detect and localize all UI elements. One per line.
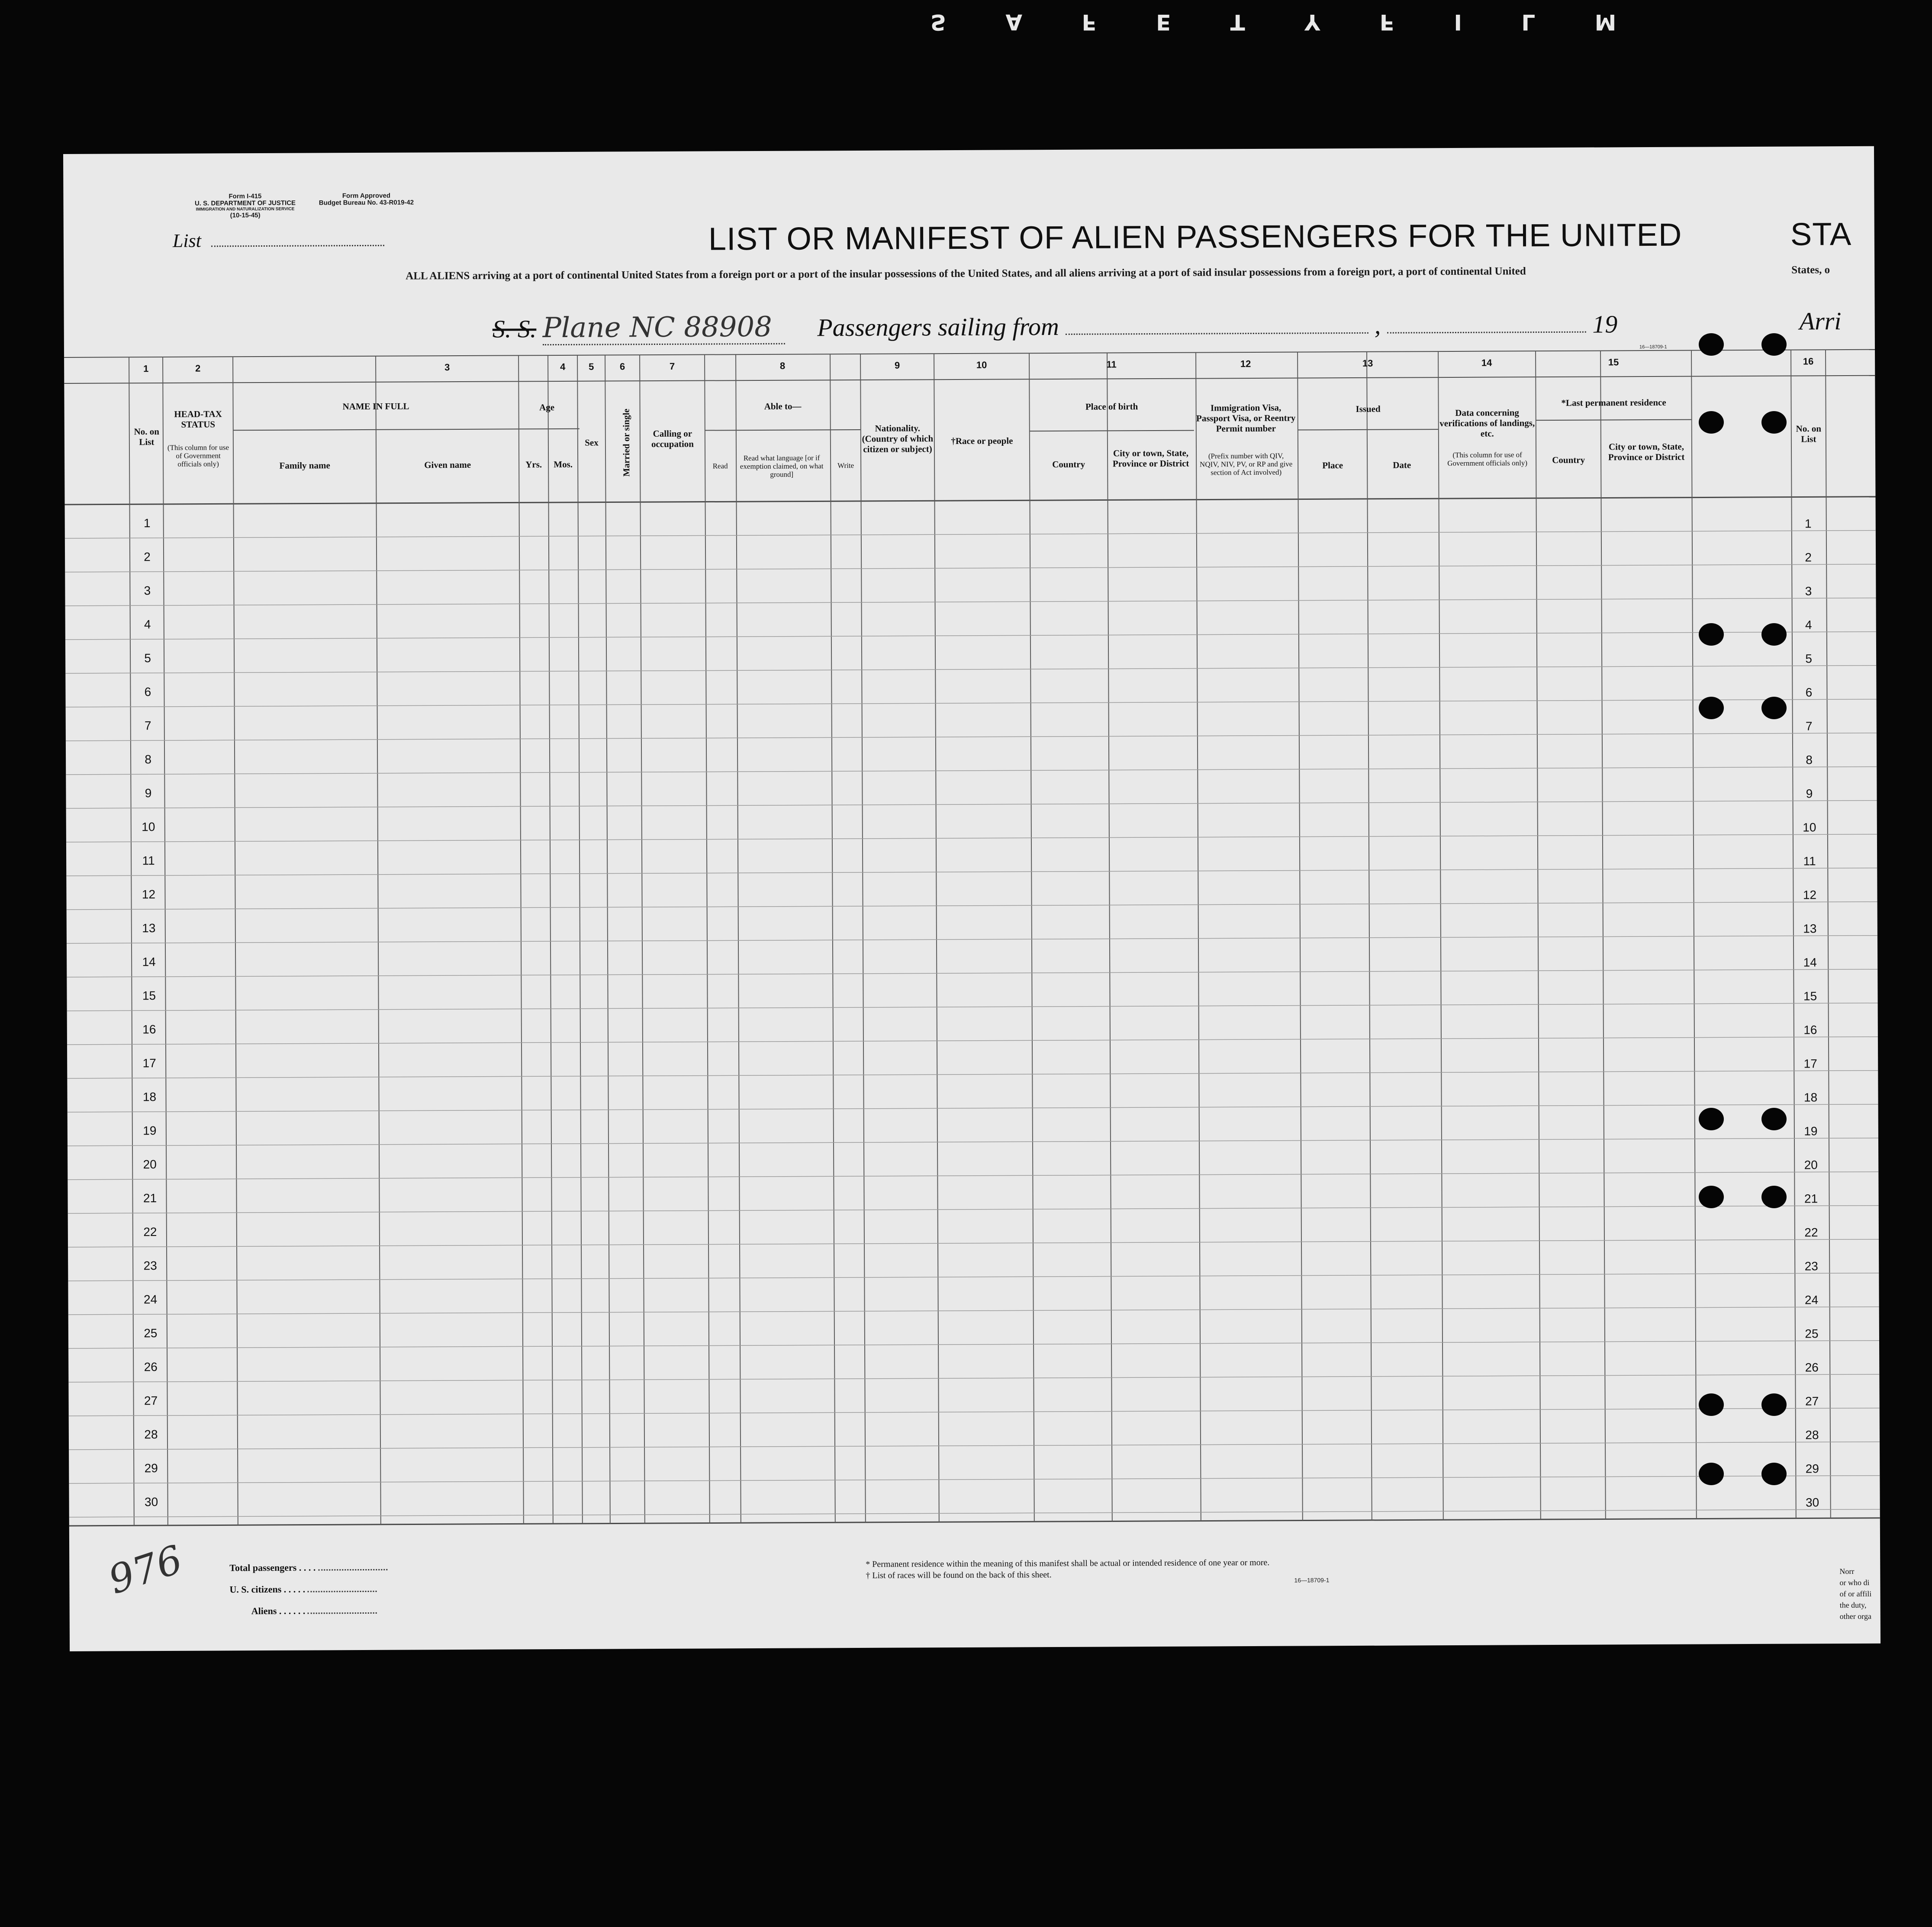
- arriving-overflow: Arri: [1799, 307, 1842, 335]
- row-number-left: 10: [142, 820, 155, 834]
- row-divider: [66, 868, 1877, 876]
- row-number-left: 29: [144, 1461, 158, 1475]
- column-divider: [1196, 353, 1201, 1521]
- column-divider: [548, 355, 553, 1524]
- punch-hole: [1761, 333, 1787, 356]
- overflow-line: of or affili: [1839, 1589, 1872, 1599]
- form-number: Form I-415: [229, 193, 262, 200]
- column-divider: [1029, 353, 1034, 1522]
- row-number-left: 16: [142, 1023, 156, 1036]
- department-name: U. S. DEPARTMENT OF JUSTICE: [194, 199, 296, 207]
- row-number-right: 22: [1804, 1226, 1818, 1239]
- age-header: Age: [539, 402, 555, 413]
- column-divider: [163, 357, 168, 1525]
- column-divider: [1826, 350, 1831, 1518]
- column-divider: [1438, 351, 1443, 1520]
- row-number-left: 14: [142, 955, 156, 969]
- row-number-right: 30: [1805, 1496, 1819, 1509]
- row-number-left: 4: [144, 618, 151, 631]
- print-code-top: 16—18709-1: [1639, 344, 1667, 350]
- column-number: 13: [1362, 357, 1373, 369]
- row-divider: [67, 969, 1877, 977]
- row-number-left: 17: [142, 1056, 156, 1070]
- years-header: Yrs.: [525, 459, 542, 470]
- row-number-right: 14: [1803, 955, 1817, 969]
- row-number-right: 1: [1804, 517, 1812, 531]
- punch-hole: [1761, 1393, 1787, 1416]
- row-number-left: 23: [143, 1259, 157, 1273]
- service-name: IMMIGRATION AND NATURALIZATION SERVICE: [196, 206, 295, 212]
- vessel-line: S. S. Plane NC 88908 Passengers sailing from , 19: [493, 307, 1618, 345]
- column-divider: [605, 355, 610, 1524]
- year-label: 19: [1592, 310, 1618, 338]
- column-number: 4: [560, 361, 566, 372]
- column-number: 3: [444, 362, 450, 373]
- row-number-right: 12: [1803, 888, 1817, 902]
- punch-hole: [1699, 1186, 1724, 1208]
- column-divider: [830, 354, 835, 1522]
- residence-country-header: Country: [1552, 454, 1585, 465]
- row-divider: [65, 632, 1876, 640]
- row-divider: [65, 666, 1876, 673]
- aliens-field: Aliens . . . . . .: [251, 1605, 377, 1617]
- form-approved: Form Approved: [342, 192, 391, 200]
- row-divider: [67, 936, 1877, 943]
- column-divider: [129, 357, 134, 1525]
- form-edition: (10-15-45): [230, 212, 261, 219]
- punch-hole: [1699, 1108, 1724, 1130]
- row-number-left: 27: [144, 1394, 158, 1408]
- row-divider: [68, 1138, 1878, 1146]
- married-header: Married or single: [621, 409, 632, 477]
- row-number-left: 21: [143, 1191, 157, 1205]
- punch-hole: [1699, 1393, 1724, 1416]
- footnote-residence: * Permanent residence within the meaning of this manifest shall be actual or intended residence of one year or more.: [866, 1557, 1270, 1569]
- row-number-right: 15: [1803, 989, 1817, 1003]
- write-header: Write: [837, 461, 854, 470]
- last-residence-header: *Last permanent residence: [1561, 397, 1666, 408]
- subtitle-overflow: States, o: [1791, 264, 1830, 276]
- row-number-right: 3: [1805, 584, 1812, 598]
- row-number-left: 5: [144, 651, 151, 665]
- birth-city-header: City or town, State, Province or District: [1112, 447, 1189, 469]
- read-language-header: Read what language [or if exemption claimed, on what ground]: [740, 454, 824, 479]
- row-number-right: 17: [1803, 1057, 1817, 1071]
- row-divider: [69, 1509, 1880, 1517]
- row-divider: [69, 1408, 1880, 1416]
- issued-place-header: Place: [1322, 460, 1343, 471]
- vessel-name: Plane NC 88908: [543, 311, 785, 345]
- months-header: Mos.: [554, 459, 573, 470]
- row-divider: [68, 1307, 1879, 1315]
- row-number-right: 24: [1804, 1293, 1819, 1307]
- row-number-right: 6: [1805, 685, 1813, 699]
- column-number: 1: [143, 363, 149, 374]
- punch-hole: [1699, 1463, 1724, 1485]
- column-divider: [736, 354, 741, 1523]
- row-number-left: 22: [143, 1225, 157, 1239]
- row-number-right: 23: [1804, 1259, 1818, 1273]
- row-number-left: 30: [144, 1495, 158, 1509]
- column-number: 11: [1106, 359, 1117, 370]
- film-edge-marking: S A F E T Y F I L M: [931, 10, 1642, 35]
- punch-hole: [1699, 623, 1724, 646]
- column-divider: [1298, 352, 1303, 1521]
- row-divider: [68, 1273, 1879, 1281]
- column-number: 7: [669, 360, 675, 372]
- row-divider: [68, 1172, 1878, 1180]
- row-divider: [66, 801, 1877, 808]
- column-number: 5: [588, 361, 594, 372]
- row-divider: [68, 1104, 1878, 1112]
- row-divider: [69, 1476, 1880, 1483]
- manifest-grid: [63, 146, 1880, 1651]
- column-divider: [1536, 351, 1541, 1519]
- row-number-right: 29: [1805, 1462, 1819, 1476]
- row-divider: [68, 1374, 1879, 1382]
- row-number-right: 25: [1805, 1327, 1819, 1341]
- row-number-left: 9: [145, 786, 152, 800]
- row-number-left: 3: [144, 584, 151, 598]
- budget-number: Budget Bureau No. 43-R019-42: [319, 199, 414, 207]
- row-number-right: 5: [1805, 652, 1812, 666]
- row-number-right: 27: [1805, 1394, 1819, 1408]
- column-divider: [376, 356, 381, 1525]
- row-divider: [66, 767, 1877, 775]
- row-divider: [65, 564, 1876, 572]
- row-number-left: 11: [142, 854, 155, 868]
- footnote-races: † List of races will be found on the back of this sheet.: [866, 1570, 1052, 1580]
- sex-header: Sex: [585, 437, 599, 448]
- row-number-left: 7: [144, 719, 151, 733]
- column-divider: [1107, 353, 1112, 1521]
- column-number: 16: [1803, 356, 1814, 367]
- row-number-right: 28: [1805, 1428, 1819, 1442]
- overflow-text: [1839, 1566, 1871, 1622]
- birth-country-header: Country: [1052, 459, 1085, 470]
- punch-hole: [1761, 1108, 1787, 1130]
- column-number: 9: [894, 360, 900, 371]
- row-divider: [66, 834, 1877, 842]
- row-divider: [66, 733, 1877, 741]
- row-number-right: 9: [1806, 787, 1813, 801]
- column-number: 15: [1608, 357, 1619, 368]
- manifest-subtitle: ALL ALIENS arriving at a port of continental United States from a foreign port or a port of the insular possessions of the United States, and all aliens arriving at a port of said insular possessions from a foreign port, a port of continental United: [406, 265, 1526, 282]
- row-divider: [67, 1037, 1878, 1045]
- sailing-label: Passengers sailing from: [817, 312, 1059, 342]
- row-number-right: 7: [1805, 719, 1813, 733]
- punch-hole: [1699, 411, 1724, 434]
- overflow-line: Norr: [1839, 1567, 1855, 1576]
- overflow-line: other orga: [1839, 1612, 1871, 1621]
- column-divider: [518, 355, 524, 1524]
- punch-hole: [1761, 1463, 1787, 1485]
- row-number-right: 10: [1803, 820, 1816, 834]
- issued-header: Issued: [1356, 403, 1381, 414]
- row-number-left: 2: [144, 550, 151, 564]
- nationality-header: Nationality. (Country of which citizen or subject): [862, 423, 934, 454]
- row-number-left: 26: [144, 1360, 158, 1374]
- column-divider: [233, 357, 238, 1525]
- column-number: 12: [1240, 358, 1251, 370]
- row-number-right: 2: [1805, 550, 1812, 564]
- visa-header: Immigration Visa, Passport Visa, or Reentry Permit number: [1196, 402, 1296, 434]
- no-on-list-header: No. on List: [134, 426, 160, 447]
- aliens-label: Aliens: [251, 1605, 277, 1617]
- row-number-right: 4: [1805, 618, 1812, 632]
- column-divider: [1691, 351, 1697, 1519]
- row-divider: [68, 1206, 1879, 1213]
- head-tax-header: HEAD-TAX STATUS: [174, 409, 222, 430]
- punch-hole: [1699, 697, 1724, 719]
- data-concerning-header: Data concerning verifications of landings, etc.: [1439, 407, 1535, 439]
- row-number-right: 20: [1804, 1158, 1818, 1172]
- column-divider: [1600, 351, 1606, 1519]
- print-code-bottom: 16—18709-1: [1294, 1576, 1330, 1584]
- punch-hole: [1761, 1186, 1787, 1208]
- row-number-left: 13: [142, 921, 156, 935]
- row-divider: [65, 598, 1876, 606]
- row-divider: [67, 902, 1877, 910]
- punch-hole: [1761, 697, 1787, 719]
- row-number-right: 21: [1804, 1192, 1818, 1206]
- row-number-right: 16: [1803, 1023, 1817, 1037]
- row-divider: [66, 699, 1877, 707]
- row-number-left: 12: [142, 888, 156, 901]
- row-number-right: 8: [1806, 753, 1813, 767]
- place-of-birth-header: Place of birth: [1085, 401, 1138, 412]
- race-header: †Race or people: [951, 435, 1013, 447]
- column-number: 2: [195, 363, 201, 374]
- calling-header: Calling or occupation: [651, 428, 694, 450]
- row-number-left: 25: [144, 1326, 158, 1340]
- column-divider: [934, 354, 939, 1522]
- able-to-header: Able to—: [764, 401, 802, 412]
- ss-label: S. S.: [492, 315, 537, 343]
- us-citizens-label: U. S. citizens: [229, 1583, 282, 1595]
- given-name-header: Given name: [424, 459, 471, 470]
- title-overflow: STA: [1790, 216, 1852, 252]
- row-number-left: 28: [144, 1428, 158, 1441]
- row-number-left: 24: [143, 1293, 158, 1306]
- row-number-left: 18: [142, 1090, 157, 1104]
- column-divider: [577, 355, 583, 1524]
- residence-city-header: City or town, State, Province or District: [1608, 441, 1685, 463]
- punch-hole: [1761, 411, 1787, 434]
- column-divider: [640, 355, 645, 1523]
- row-number-left: 20: [143, 1158, 157, 1171]
- issued-date-header: Date: [1393, 460, 1411, 470]
- row-divider: [67, 1071, 1878, 1078]
- row-divider: [68, 1239, 1879, 1247]
- row-divider: [67, 1003, 1878, 1011]
- no-on-list-header-right: No. on List: [1796, 423, 1822, 444]
- column-number: 8: [779, 360, 786, 371]
- row-number-right: 13: [1803, 922, 1817, 936]
- row-number-left: 1: [143, 516, 151, 530]
- column-divider: [1367, 352, 1372, 1520]
- column-number: 6: [619, 361, 625, 372]
- column-number: 14: [1481, 357, 1492, 368]
- punch-hole: [1699, 333, 1724, 356]
- family-name-header: Family name: [279, 460, 330, 471]
- row-divider: [69, 1442, 1880, 1450]
- column-divider: [860, 354, 866, 1522]
- us-citizens-field: U. S. citizens . . . . .: [229, 1583, 377, 1595]
- row-number-right: 26: [1805, 1361, 1819, 1374]
- data-concerning-note: (This column for use of Government officials only): [1447, 450, 1528, 468]
- column-number: 10: [976, 359, 987, 370]
- overflow-line: or who di: [1839, 1578, 1870, 1587]
- head-tax-note: (This column for use of Government officials only): [167, 443, 229, 468]
- punch-hole: [1761, 623, 1787, 646]
- row-number-left: 19: [143, 1124, 157, 1138]
- row-number-right: 19: [1804, 1124, 1818, 1138]
- visa-note: (Prefix number with QIV, NQIV, NIV, PV, or RP and give section of Act involved): [1199, 451, 1293, 477]
- list-label: List: [172, 230, 202, 251]
- row-number-right: 18: [1803, 1091, 1818, 1104]
- row-divider: [68, 1341, 1879, 1348]
- row-number-left: 6: [144, 685, 151, 699]
- row-number-left: 15: [142, 989, 156, 1003]
- manifest-sheet: [63, 146, 1880, 1651]
- row-number-left: 8: [145, 753, 151, 766]
- name-in-full-header: NAME IN FULL: [342, 401, 409, 412]
- column-divider: [705, 355, 710, 1523]
- handwritten-sheet-number: 976: [103, 1536, 188, 1603]
- manifest-title: LIST OR MANIFEST OF ALIEN PASSENGERS FOR THE UNITED: [708, 216, 1682, 257]
- total-passengers-label: Total passengers: [229, 1562, 297, 1573]
- row-divider: [65, 531, 1876, 538]
- read-header: Read: [712, 462, 728, 470]
- total-passengers-field: Total passengers . . . .: [229, 1562, 387, 1574]
- overflow-line: the duty,: [1839, 1600, 1867, 1610]
- row-number-right: 11: [1803, 854, 1816, 868]
